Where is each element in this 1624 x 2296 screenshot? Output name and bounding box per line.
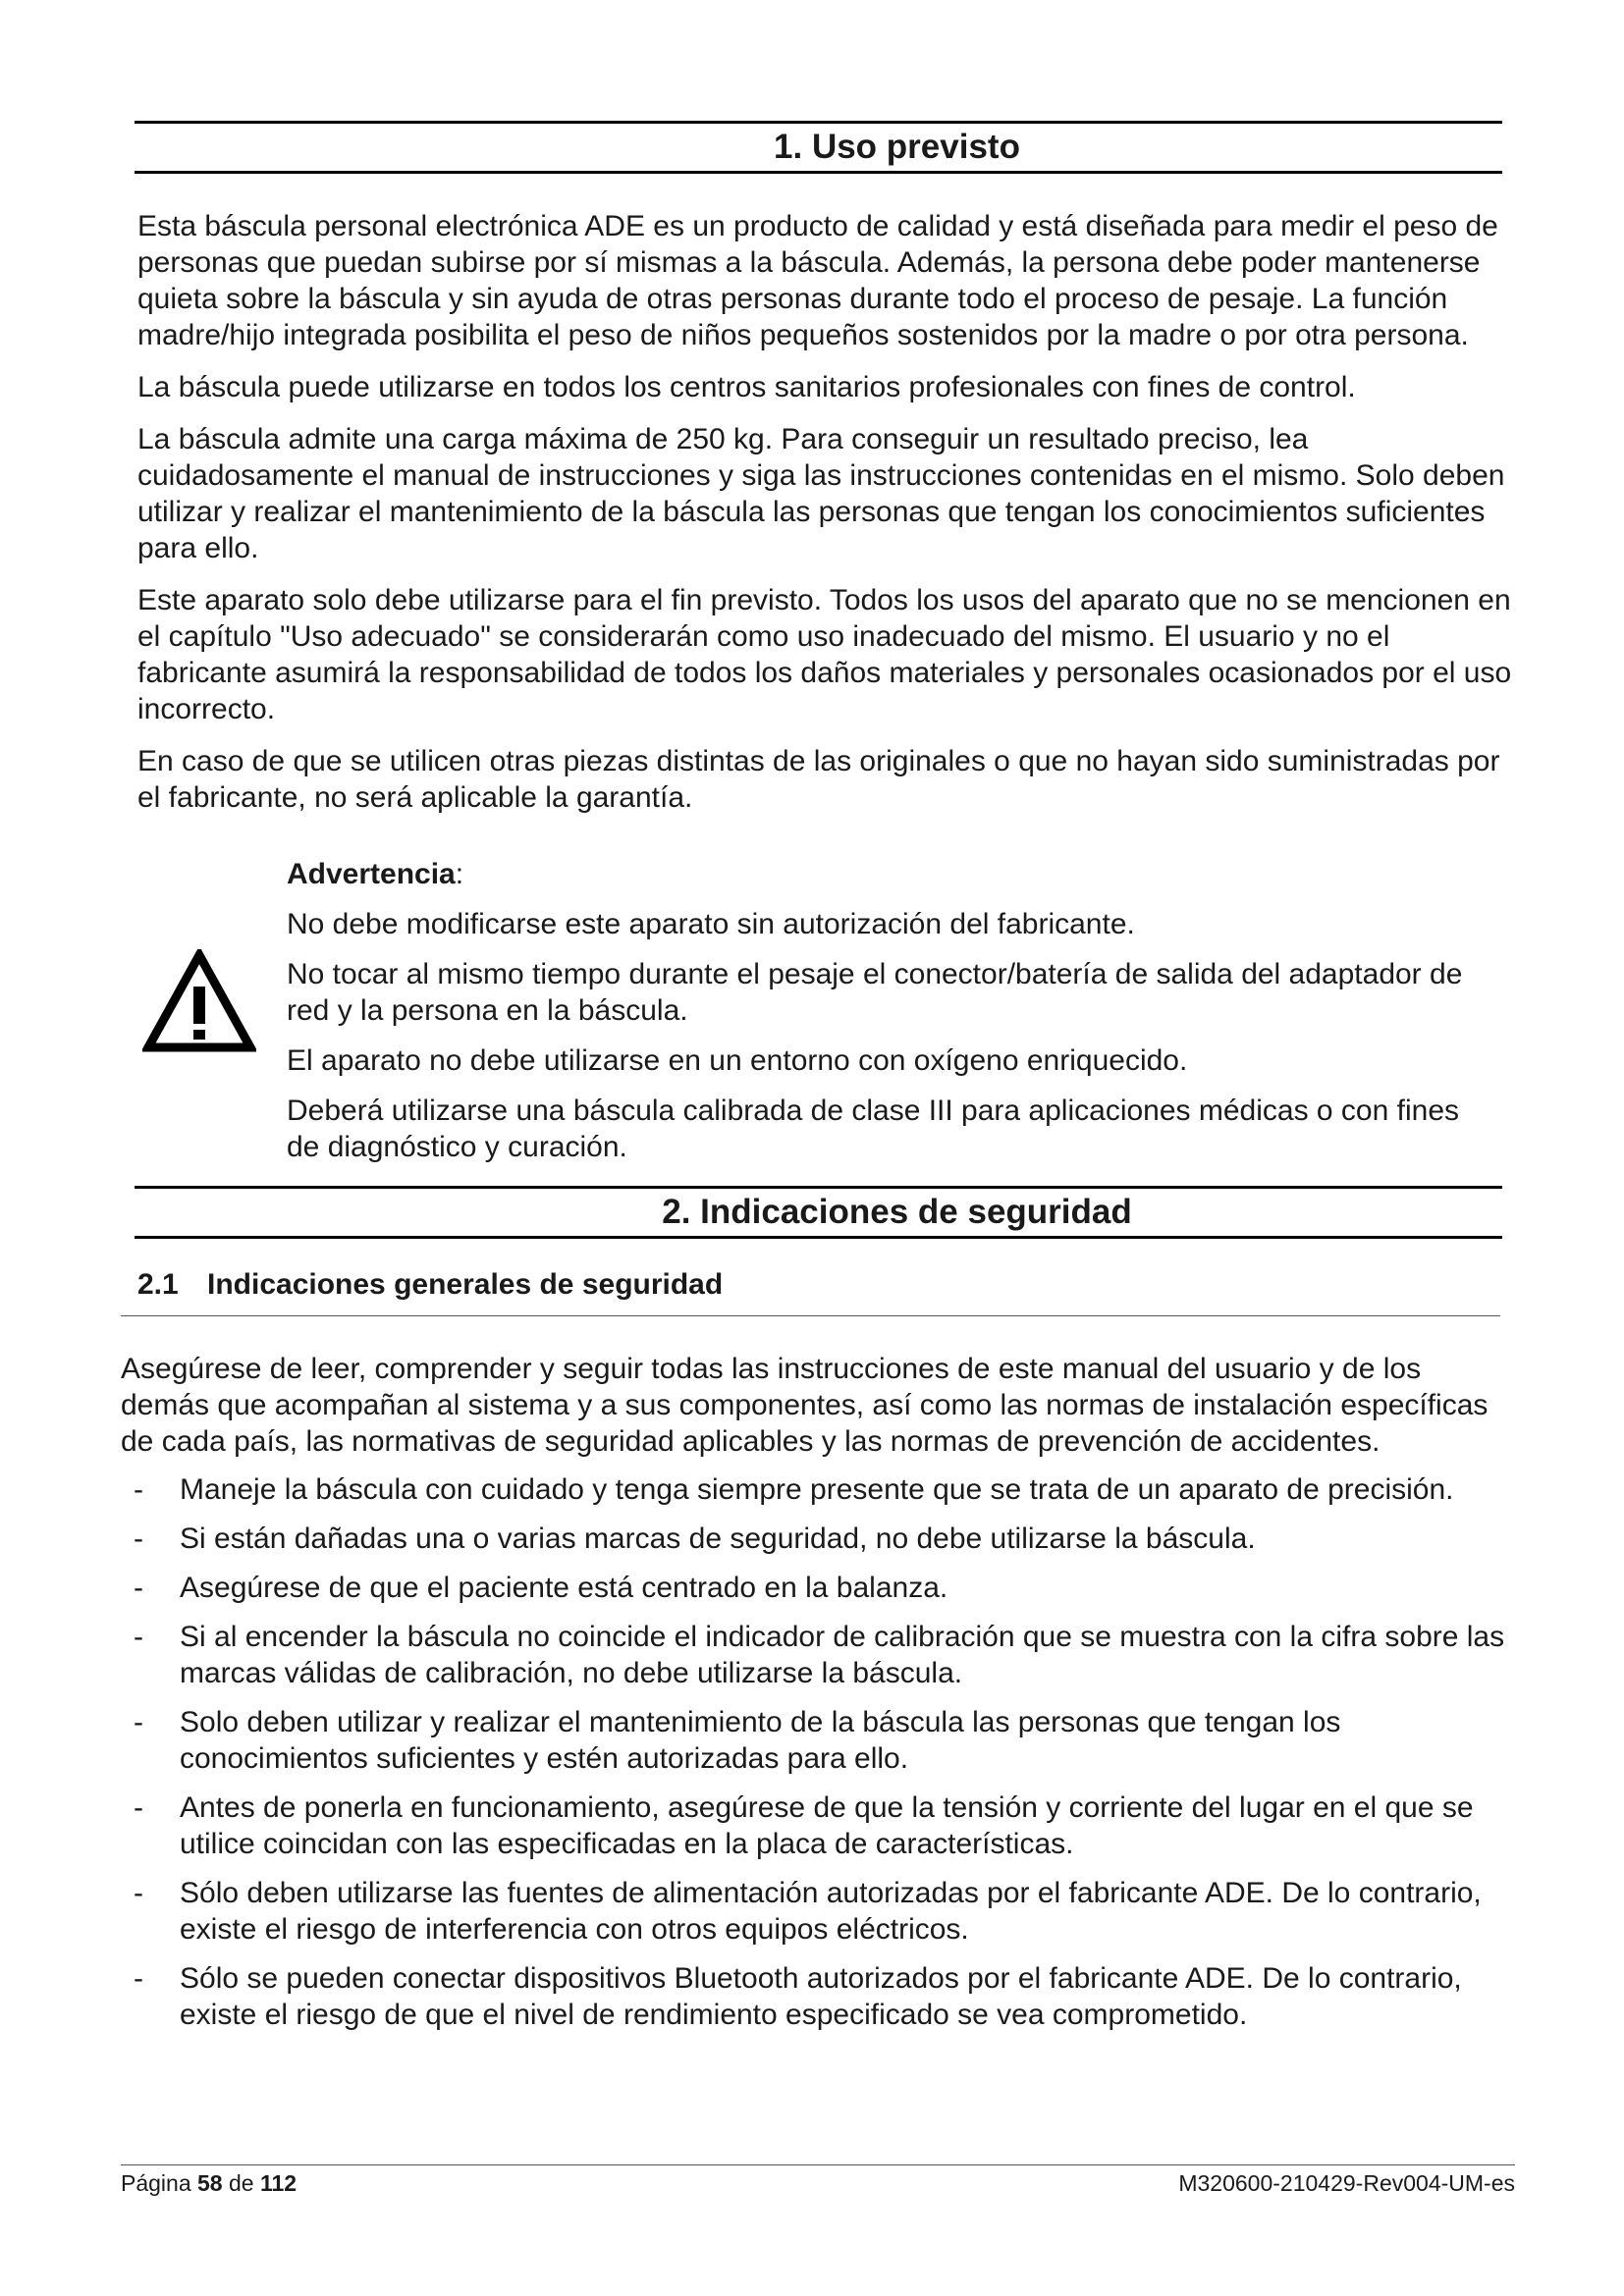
list-item: - Si están dañadas una o varias marcas de seguridad, no debe utilizarse la báscula. [121,1521,1515,1557]
warning-item: No tocar al mismo tiempo durante el pesaje el conector/batería de salida del adaptador de red y la persona en la báscula. [287,958,1463,1027]
section-2-heading [135,1186,1502,1239]
section-1-body [137,208,1512,816]
warning-item: No debe modificarse este aparato sin autorización del fabricante. [287,908,1135,940]
section-1-heading [135,121,1502,174]
warning-triangle-icon [142,949,256,1055]
list-item: - Antes de ponerla en funcionamiento, asegúrese de que la tensión y corriente del lugar en el que se utilice coincidan con las especificadas en la placa de características. [121,1789,1515,1862]
warning-title-colon: : [455,858,464,890]
section-2-heading-text: 2. Indicaciones de seguridad [662,1193,1132,1231]
document-code: M320600-210429-Rev004-UM-es [1178,2170,1515,2196]
page-number: 58 [197,2170,223,2196]
list-item: - Asegúrese de que el paciente está centrado en la balanza. [121,1570,1515,1606]
of-label: de [229,2170,254,2196]
paragraph: Esta báscula personal electrónica ADE es un producto de calidad y está diseñada para medir el peso de personas que puedan subirse por sí mismas a la báscula. Además, la persona debe poder mantenerse quieta sobre la báscula y sin ayuda de otras personas durante todo el proceso de pesaje. La función madre/hijo integrada posibilita el peso de niños pequeños sostenidos por la madre o por otra persona. [137,210,1498,351]
total-pages: 112 [259,2170,298,2196]
subsection-2-1-heading [121,1266,1500,1316]
intro-paragraph: Asegúrese de leer, comprender y seguir todas las instrucciones de este manual del usuario y de los demás que acompañan al sistema y a sus componentes, así como las normas de instalación específicas de cada país, las normativas de seguridad aplicables y las normas de prevención de accidentes. [121,1353,1489,1458]
page-footer [121,2164,1515,2196]
section-1-heading-text: 1. Uso previsto [774,128,1020,166]
page-indicator [121,2169,297,2197]
list-item: - Sólo se pueden conectar dispositivos Bluetooth autorizados por el fabricante ADE. De lo contrario, existe el riesgo de que el nivel de rendimiento especificado se vea comprometido. [121,1960,1515,2033]
list-item: - Solo deben utilizar y realizar el mantenimiento de la báscula las personas que tengan los conocimientos suficientes y estén autorizadas para ello. [121,1704,1515,1777]
page-label: Página [121,2170,191,2196]
warning-title-line [287,856,1494,892]
safety-list [121,1471,1515,2033]
list-item: - Si al encender la báscula no coincide el indicador de calibración que se muestra con la cifra sobre las marcas válidas de calibración, no debe utilizarse la báscula. [121,1619,1515,1691]
warning-title: Advertencia [287,858,456,890]
warning-text [287,856,1494,1179]
warning-item: Deberá utilizarse una báscula calibrada de clase III para aplicaciones médicas o con fines de diagnóstico y curación. [287,1095,1460,1163]
section-2-body [121,1351,1515,2046]
paragraph: La báscula puede utilizarse en todos los centros sanitarios profesionales con fines de control. [137,371,1356,403]
paragraph: Este aparato solo debe utilizarse para el fin previsto. Todos los usos del aparato que no se mencionen en el capítulo "Uso adecuado" se considerarán como uso inadecuado del mismo. El usuario y no el fabricante asumirá la responsabilidad de todos los daños materiales y personales ocasionados por el uso incorrecto. [137,584,1512,725]
warning-item: El aparato no debe utilizarse en un entorno con oxígeno enriquecido. [287,1044,1188,1077]
subsection-number: 2.1 [137,1268,179,1301]
paragraph: La báscula admite una carga máxima de 250 kg. Para conseguir un resultado preciso, lea cuidadosamente el manual de instrucciones y siga las instrucciones contenidas en el mismo. Solo deben utilizar y realizar el mantenimiento de la báscula las personas que tengan los conocimientos suficientes para ello. [137,423,1505,564]
paragraph: En caso de que se utilicen otras piezas distintas de las originales o que no hayan sido suministradas por el fabricante, no será aplicable la garantía. [137,745,1500,814]
list-item: - Maneje la báscula con cuidado y tenga siempre presente que se trata de un aparato de precisión. [121,1471,1515,1508]
subsection-title: Indicaciones generales de seguridad [207,1268,724,1301]
list-item: - Sólo deben utilizarse las fuentes de alimentación autorizadas por el fabricante ADE. De lo contrario, existe el riesgo de interferencia con otros equipos eléctricos. [121,1875,1515,1948]
